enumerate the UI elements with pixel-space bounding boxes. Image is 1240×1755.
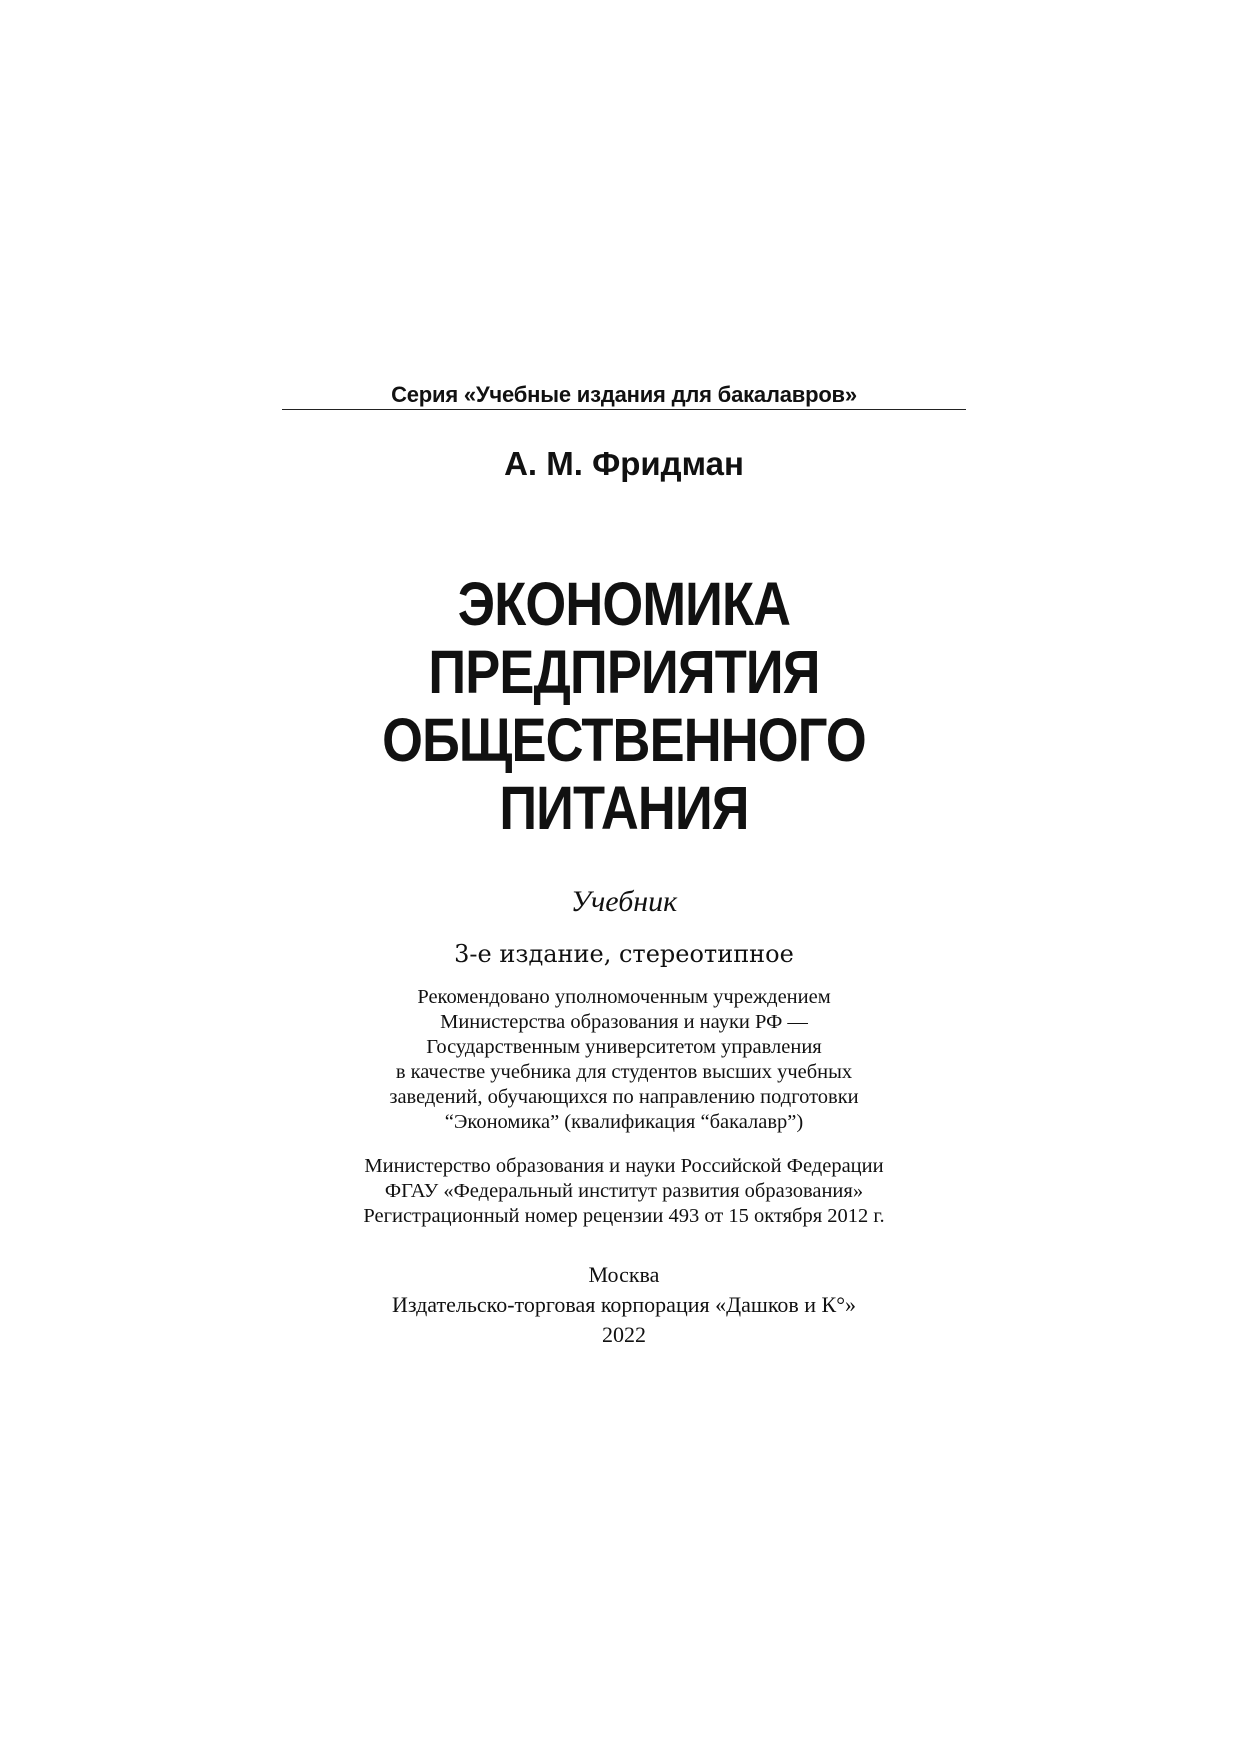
recommendation-line: в качестве учебника для студентов высших учебных [395,1061,853,1083]
recommendation-line: Министерства образования и науки РФ — [440,1011,808,1033]
imprint-publisher: Издательско-торговая корпорация «Дашков и К°» [391,1292,857,1317]
recommendation-line: Рекомендовано уполномоченным учреждением [417,986,831,1008]
ministry-line: Регистрационный номер рецензии 493 от 15 октября 2012 г. [363,1205,885,1227]
author-name: А. М. Фридман [504,445,744,482]
edition-note: 3-е издание, стереотипное [454,940,794,968]
recommendation-line: заведений, обучающихся по направлению подготовки [389,1086,859,1108]
ministry-line: Министерство образования и науки Российской Федерации [364,1155,884,1177]
title-line: ПРЕДПРИЯТИЯ [428,638,820,706]
imprint-block [282,1260,966,1350]
title-line: ЭКОНОМИКА [457,570,791,638]
ministry-block [282,1154,966,1229]
book-type: Учебник [570,885,678,918]
recommendation-block [282,985,966,1135]
title-line: ОБЩЕСТВЕННОГО [382,706,866,774]
title-line: ПИТАНИЯ [499,774,749,842]
book-title [294,570,954,842]
recommendation-line: “Экономика” (квалификация “бакалавр”) [444,1111,804,1133]
imprint-city: Москва [588,1262,660,1287]
series-divider [282,409,966,410]
imprint-year: 2022 [602,1322,646,1347]
ministry-line: ФГАУ «Федеральный институт развития образования» [384,1180,864,1202]
recommendation-line: Государственным университетом управления [426,1036,822,1058]
series-heading: Серия «Учебные издания для бакалавров» [391,382,857,407]
